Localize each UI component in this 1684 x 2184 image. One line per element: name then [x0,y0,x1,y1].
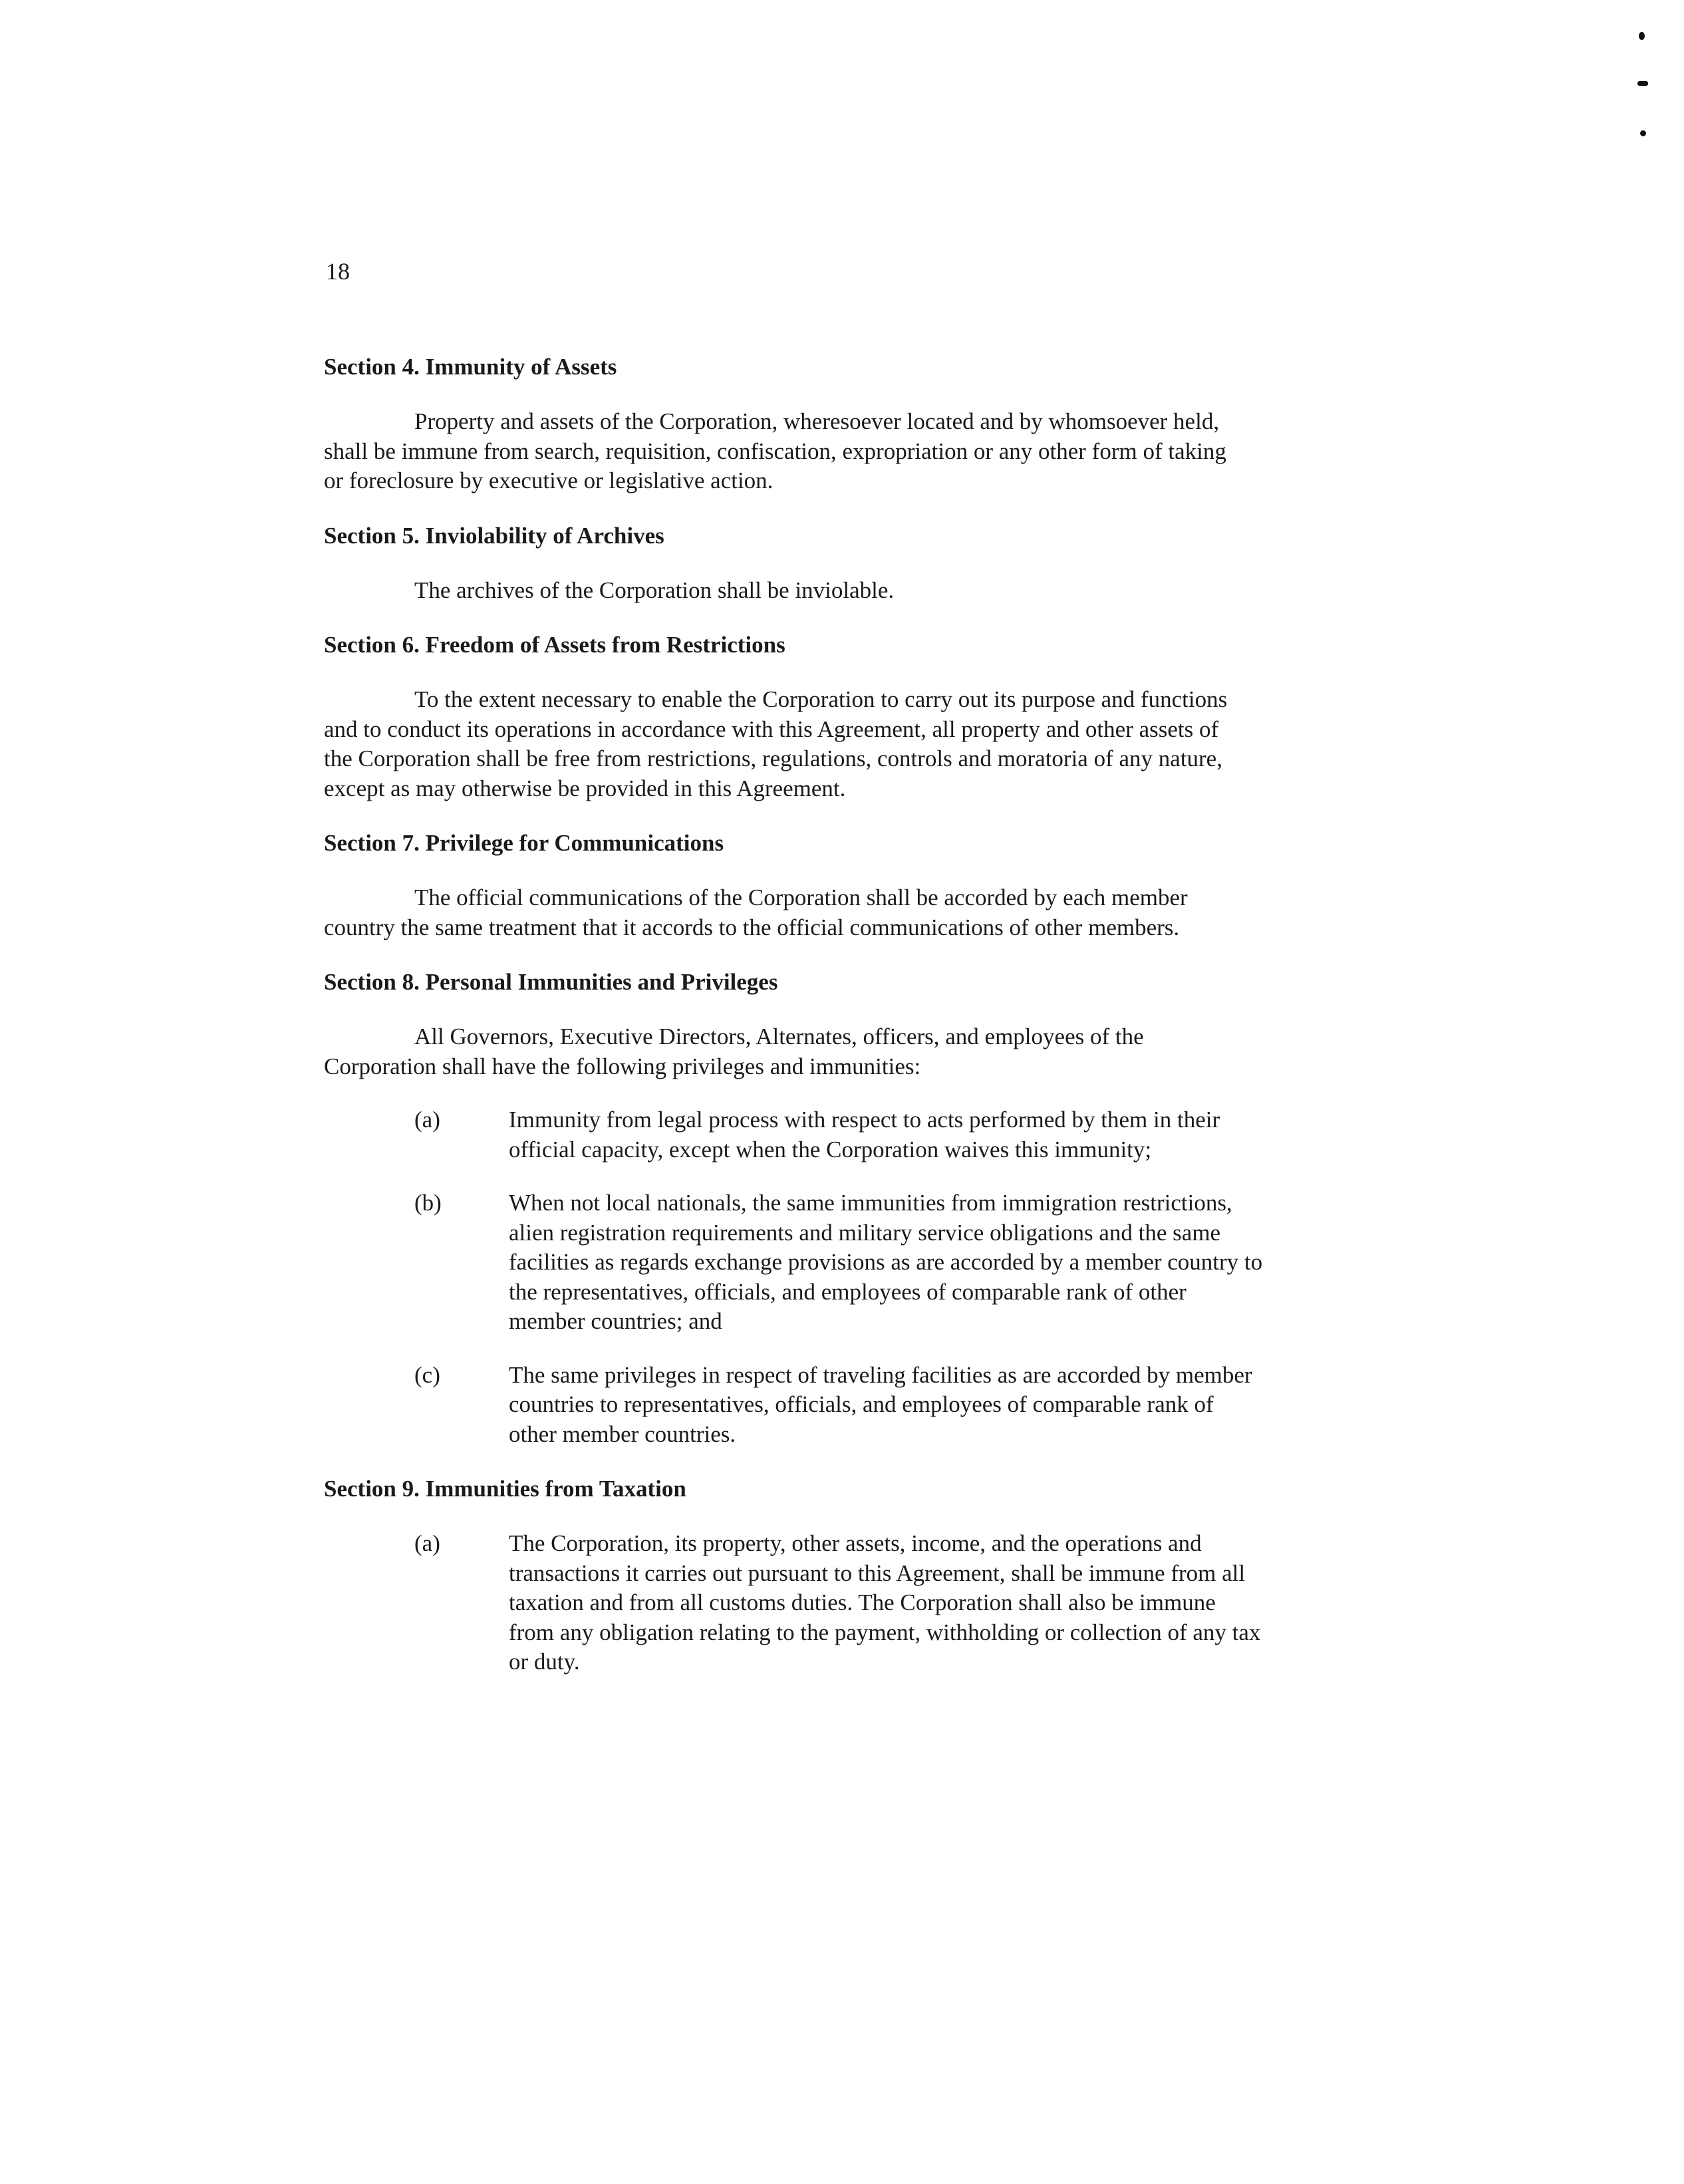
text-line: taxation and from all customs duties. The Corporation shall also be immune [509,1589,1216,1615]
section-paragraph [324,883,1361,942]
text-line: Property and assets of the Corporation, wheresoever located and by whomsoever held, [414,408,1220,434]
section-heading: Section 9. Immunities from Taxation [324,1476,686,1502]
list-item-text [509,1361,1355,1450]
text-line: the representatives, officials, and employees of comparable rank of other [509,1278,1187,1305]
section-paragraph [324,1022,1361,1081]
list-marker: (b) [414,1190,442,1216]
section-heading: Section 5. Inviolability of Archives [324,522,664,549]
text-line: transactions it carries out pursuant to this Agreement, shall be immune from all [509,1560,1246,1586]
text-line: The official communications of the Corporation shall be accorded by each member [414,885,1188,910]
text-line: When not local nationals, the same immunities from immigration restrictions, [509,1190,1232,1216]
page-number: 18 [326,258,350,285]
document-body [324,352,1361,1677]
scan-speck [1640,130,1646,136]
text-line: Immunity from legal process with respect to acts performed by them in their [509,1107,1220,1133]
text-line: facilities as regards exchange provisions as are accorded by a member country to [509,1249,1263,1275]
text-line: the Corporation shall be free from restrictions, regulations, controls and moratoria of any nature, [324,746,1222,771]
list-item-text [509,1105,1355,1164]
section-heading: Section 7. Privilege for Communications [324,830,724,856]
section-paragraph [324,407,1361,496]
list-item [324,1105,1361,1164]
section-paragraph [324,685,1361,803]
taxation-list [324,1529,1361,1677]
text-line: or duty. [509,1649,580,1675]
text-line: Corporation shall have the following privileges and immunities: [324,1053,921,1079]
list-marker: (c) [414,1361,440,1388]
list-item-text [509,1188,1355,1337]
text-line: from any obligation relating to the payment, withholding or collection of any tax [509,1619,1261,1645]
list-marker: (a) [414,1107,440,1133]
list-item-text [509,1529,1355,1677]
list-marker: (a) [414,1530,440,1556]
text-line: other member countries. [509,1421,736,1447]
text-line: alien registration requirements and military service obligations and the same [509,1219,1221,1246]
text-line: To the extent necessary to enable the Corporation to carry out its purpose and functions [414,686,1228,712]
text-line: shall be immune from search, requisition, confiscation, expropriation or any other form of taking [324,438,1226,464]
text-line: All Governors, Executive Directors, Alternates, officers, and employees of the [414,1024,1144,1049]
text-line: countries to representatives, officials, and employees of comparable rank of [509,1391,1214,1417]
section-heading: Section 8. Personal Immunities and Privileges [324,969,778,995]
scan-speck [1639,32,1645,40]
privileges-list [324,1105,1361,1449]
section-heading: Section 4. Immunity of Assets [324,354,617,380]
text-line: The Corporation, its property, other assets, income, and the operations and [509,1530,1202,1556]
list-item [324,1361,1361,1450]
section-heading: Section 6. Freedom of Assets from Restrictions [324,632,785,658]
text-line: member countries; and [509,1308,722,1334]
text-line: country the same treatment that it accords to the official communications of other members. [324,914,1180,940]
text-line: or foreclosure by executive or legislative action. [324,468,773,493]
text-line: except as may otherwise be provided in this Agreement. [324,775,846,801]
text-line: The archives of the Corporation shall be inviolable. [414,577,895,603]
scan-speck [1637,81,1648,86]
list-item [324,1529,1361,1677]
text-line: and to conduct its operations in accordance with this Agreement, all property and other assets of [324,716,1219,742]
text-line: official capacity, except when the Corporation waives this immunity; [509,1136,1152,1162]
text-line: The same privileges in respect of traveling facilities as are accorded by member [509,1361,1252,1388]
section-paragraph [324,576,1361,606]
list-item [324,1188,1361,1337]
